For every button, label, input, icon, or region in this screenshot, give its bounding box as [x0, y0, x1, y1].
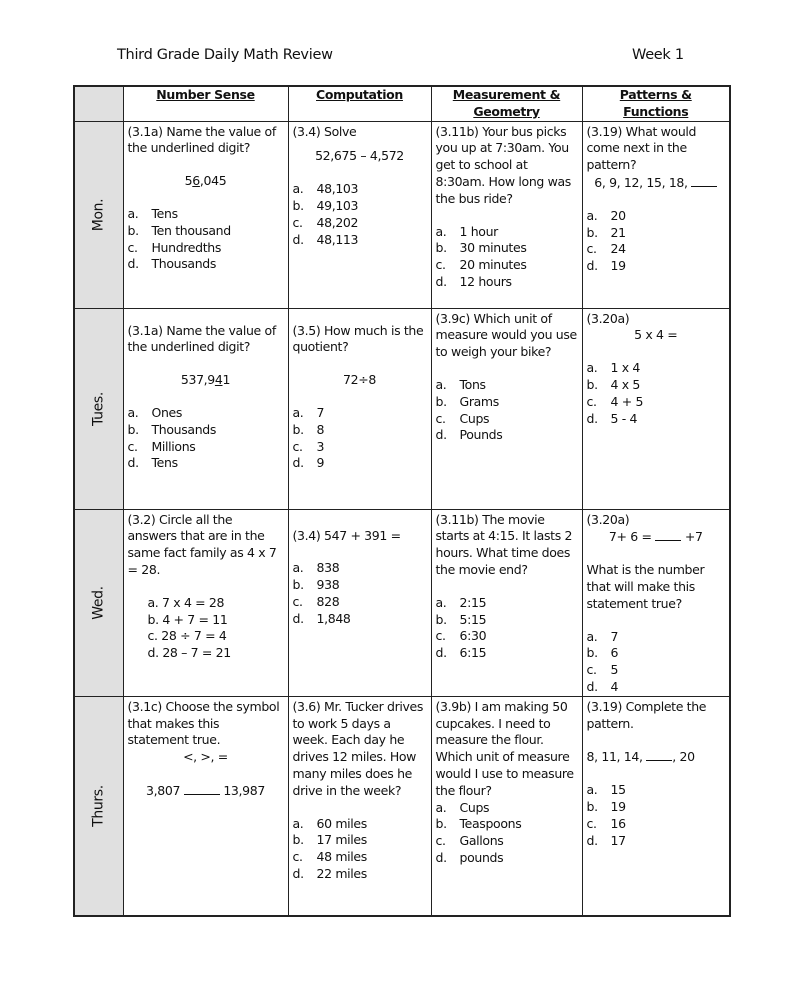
question-text: (3.11b) Your bus picks you up at 7:30am. You get to school at 8:30am. How long was the bus ride? — [435, 123, 571, 206]
option-letter: a. — [292, 815, 304, 831]
answer-option[interactable] — [436, 850, 578, 867]
answer-option[interactable] — [587, 816, 726, 833]
cell-number-sense — [123, 696, 288, 916]
option-text: 2:15 — [459, 594, 487, 610]
option-text: 6:30 — [459, 628, 487, 644]
answer-option[interactable] — [128, 455, 284, 472]
option-letter: a. — [586, 207, 598, 223]
answer-options — [587, 629, 726, 696]
option-letter: a. — [292, 181, 304, 197]
option-text: 4 x 5 — [610, 376, 641, 392]
option-text: 6:15 — [459, 645, 487, 661]
answer-option[interactable] — [436, 612, 578, 629]
row-monday — [74, 121, 730, 308]
option-letter: d. — [586, 832, 598, 848]
answer-option[interactable] — [128, 405, 284, 422]
option-letter: d. — [586, 410, 598, 426]
answer-option[interactable] — [587, 208, 726, 225]
cell-patterns — [582, 509, 730, 696]
symbol-choices: <, >, = — [183, 749, 228, 765]
comparison — [128, 782, 284, 800]
sequence-text: , 20 — [672, 749, 695, 765]
day-cell — [74, 696, 123, 916]
answer-options — [587, 208, 726, 275]
answer-option[interactable] — [587, 360, 726, 377]
option-letter: d. — [435, 645, 447, 661]
question-text: (3.20a) — [586, 310, 630, 326]
option-letter: a. — [292, 560, 304, 576]
answer-options — [293, 560, 427, 627]
option-letter: c. — [292, 438, 303, 454]
worksheet-title: Third Grade Daily Math Review — [117, 47, 333, 63]
option-letter: a. — [586, 360, 598, 376]
option-text: 7 — [316, 404, 325, 420]
question-text: (3.1a) Name the value of the underlined digit? — [127, 123, 276, 156]
answer-option[interactable] — [436, 394, 578, 411]
answer-option[interactable] — [587, 411, 726, 428]
cell-measurement — [431, 121, 582, 308]
day-cell — [74, 509, 123, 696]
option-letter: a. — [435, 594, 447, 610]
number-part: 1 — [222, 372, 231, 388]
option-letter: a. — [435, 376, 447, 392]
expression-part: +7 — [684, 529, 703, 545]
option-text: 48 miles — [316, 849, 367, 865]
answer-options — [293, 181, 427, 248]
answer-option[interactable] — [436, 224, 578, 241]
day-cell — [74, 121, 123, 308]
answer-blank[interactable] — [655, 528, 681, 541]
answer-option[interactable] — [436, 377, 578, 394]
option-letter: d. — [292, 865, 304, 881]
day-label: Thurs. — [90, 784, 107, 827]
option-text: Ten thousand — [151, 222, 231, 238]
option-letter: a. — [127, 404, 139, 420]
option-text: 8 — [316, 421, 325, 437]
option-text: 16 — [610, 815, 626, 831]
spacer — [128, 766, 284, 782]
option-letter: c. — [435, 833, 446, 849]
option-text: Grams — [459, 393, 499, 409]
answer-option[interactable] — [128, 256, 284, 273]
cell-measurement — [431, 308, 582, 509]
answer-option[interactable] — [587, 241, 726, 258]
option-letter: c. — [292, 849, 303, 865]
option-letter: d. — [292, 231, 304, 247]
answer-option[interactable] — [436, 833, 578, 850]
option-text: Thousands — [151, 421, 217, 437]
option-letter: b. — [292, 197, 304, 213]
answer-option[interactable] — [293, 181, 427, 198]
column-header-label: Measurement & Geometry — [452, 87, 561, 119]
week-label: Week 1 — [632, 47, 684, 63]
day-cell — [74, 308, 123, 509]
sequence-text: 6, 9, 12, 15, 18, — [594, 174, 688, 190]
answer-option[interactable] — [293, 232, 427, 249]
row-thursday — [74, 696, 730, 916]
expression: 72÷8 — [343, 372, 376, 388]
answer-option[interactable] — [587, 645, 726, 662]
option-letter: a. — [292, 404, 304, 420]
day-label: Mon. — [90, 198, 107, 231]
option-text: Millions — [151, 438, 196, 454]
answer-option[interactable] — [128, 240, 284, 257]
spacer — [587, 732, 726, 748]
option-text: 1 x 4 — [610, 360, 641, 376]
option-text: 4 + 5 — [610, 393, 644, 409]
answer-option[interactable] — [293, 594, 427, 611]
answer-option[interactable] — [587, 679, 726, 696]
option-letter: d. — [292, 455, 304, 471]
spacer — [587, 766, 726, 782]
answer-option[interactable] — [436, 411, 578, 428]
answer-option[interactable] — [436, 274, 578, 291]
option-text: 9 — [316, 455, 325, 471]
option-text: Pounds — [459, 427, 503, 443]
option-text: 60 miles — [316, 815, 367, 831]
option-text: 3 — [316, 438, 325, 454]
sequence-text: 8, 11, 14, — [586, 749, 643, 765]
answer-option[interactable] — [587, 833, 726, 850]
column-header-label: Computation — [316, 87, 403, 102]
question-text: (3.1a) Name the value of the underlined digit? — [127, 322, 276, 355]
cell-number-sense — [123, 509, 288, 696]
answer-option[interactable] — [293, 405, 427, 422]
option-letter: b. — [435, 240, 447, 256]
spacer — [587, 546, 726, 562]
spacer — [436, 579, 578, 595]
answer-option[interactable] — [293, 439, 427, 456]
answer-option[interactable] — [436, 628, 578, 645]
answer-options — [436, 595, 578, 662]
answer-options — [587, 360, 726, 427]
spacer — [587, 192, 726, 208]
option-text: 49,103 — [316, 197, 359, 213]
cell-patterns — [582, 696, 730, 916]
cell-computation — [288, 696, 431, 916]
option-letter: b. — [127, 421, 139, 437]
answer-blank[interactable] — [646, 748, 672, 761]
answer-options — [587, 782, 726, 849]
corner-cell — [74, 86, 123, 121]
day-label: Wed. — [90, 585, 107, 620]
option-letter: b. — [435, 611, 447, 627]
answer-option[interactable] — [293, 849, 427, 866]
option-text: 30 minutes — [459, 240, 527, 256]
answer-options — [436, 224, 578, 291]
option-text: 20 — [610, 207, 626, 223]
answer-option[interactable]: b. 4 + 7 = 11 — [147, 611, 228, 627]
expression: 5 x 4 = — [634, 327, 678, 343]
review-table — [73, 85, 731, 917]
option-letter: d. — [127, 256, 139, 272]
question-text: (3.1c) Choose the symbol that makes this statement true. — [127, 698, 280, 748]
option-text: 24 — [610, 241, 626, 257]
option-letter: c. — [127, 438, 138, 454]
answer-option[interactable] — [293, 455, 427, 472]
answer-option[interactable] — [587, 394, 726, 411]
option-text: 12 hours — [459, 273, 512, 289]
cell-patterns — [582, 121, 730, 308]
column-header-number-sense — [123, 86, 288, 121]
number-display — [128, 173, 284, 190]
option-letter: a. — [435, 223, 447, 239]
cell-measurement — [431, 509, 582, 696]
spacer — [436, 208, 578, 224]
answer-option[interactable] — [436, 240, 578, 257]
option-text: 22 miles — [316, 865, 367, 881]
option-text: 1,848 — [316, 610, 351, 626]
option-letter: b. — [435, 393, 447, 409]
answer-options — [436, 377, 578, 444]
answer-option[interactable] — [128, 422, 284, 439]
comparison-left: 3,807 — [146, 782, 181, 798]
option-letter: a. — [586, 782, 598, 798]
cell-measurement — [431, 696, 582, 916]
day-label: Tues. — [90, 391, 107, 426]
option-letter: c. — [586, 662, 597, 678]
question-text: (3.9b) I am making 50 cupcakes. I need to measure the flour. Which unit of measure would I use to measure the flour? — [435, 698, 574, 798]
option-text: 838 — [316, 560, 340, 576]
column-header-computation — [288, 86, 431, 121]
answer-option[interactable] — [587, 799, 726, 816]
answer-option[interactable] — [587, 629, 726, 646]
option-text: 48,113 — [316, 231, 359, 247]
option-text: 5 - 4 — [610, 410, 638, 426]
answer-option[interactable] — [293, 832, 427, 849]
answer-option[interactable] — [293, 611, 427, 628]
spacer — [587, 344, 726, 360]
option-letter: b. — [435, 816, 447, 832]
comparison-right: 13,987 — [223, 782, 265, 798]
option-text: 19 — [610, 258, 626, 274]
answer-option[interactable] — [587, 782, 726, 799]
option-text: 5:15 — [459, 611, 487, 627]
option-text: 4 — [610, 678, 619, 694]
cell-computation — [288, 121, 431, 308]
question-text: (3.4) Solve — [292, 123, 357, 139]
option-letter: b. — [292, 832, 304, 848]
expression: 52,675 – 4,572 — [315, 148, 404, 164]
option-letter: d. — [292, 610, 304, 626]
header-row — [74, 86, 730, 121]
answer-option[interactable] — [436, 645, 578, 662]
option-text: Teaspoons — [459, 816, 522, 832]
number-part: 537,9 — [180, 372, 215, 388]
option-letter: c. — [292, 214, 303, 230]
expression — [587, 528, 726, 546]
answer-option[interactable] — [293, 560, 427, 577]
option-text: 7 — [610, 628, 619, 644]
row-wednesday — [74, 509, 730, 696]
option-letter: d. — [127, 455, 139, 471]
cell-number-sense — [123, 121, 288, 308]
number-display — [128, 372, 284, 389]
answer-option[interactable] — [293, 198, 427, 215]
cell-patterns — [582, 308, 730, 509]
answer-option[interactable] — [293, 215, 427, 232]
answer-blank[interactable] — [184, 782, 220, 795]
option-text: 6 — [610, 645, 619, 661]
column-header-patterns — [582, 86, 730, 121]
option-letter: c. — [435, 257, 446, 273]
question-text: (3.4) 547 + 391 = — [292, 527, 401, 543]
option-text: Cups — [459, 410, 490, 426]
cell-number-sense — [123, 308, 288, 509]
option-letter: d. — [586, 678, 598, 694]
option-text: Tons — [459, 376, 486, 392]
answer-options — [293, 405, 427, 472]
option-letter: b. — [586, 798, 598, 814]
option-text: 15 — [610, 782, 626, 798]
option-letter: a. — [435, 799, 447, 815]
option-letter: d. — [586, 258, 598, 274]
option-text: Hundredths — [151, 239, 222, 255]
option-text: 938 — [316, 577, 340, 593]
option-text: 20 minutes — [459, 257, 527, 273]
option-text: 5 — [610, 662, 619, 678]
option-text: 19 — [610, 798, 626, 814]
option-text: 21 — [610, 224, 626, 240]
option-letter: c. — [586, 241, 597, 257]
answer-options — [436, 800, 578, 867]
answer-option[interactable] — [587, 258, 726, 275]
answer-options — [293, 816, 427, 883]
option-letter: d. — [435, 273, 447, 289]
option-text: 1 hour — [459, 223, 498, 239]
option-text: 17 miles — [316, 832, 367, 848]
option-letter: c. — [586, 393, 597, 409]
answer-option[interactable] — [293, 866, 427, 883]
option-letter: c. — [586, 815, 597, 831]
sequence — [587, 174, 726, 192]
question-text: (3.20a) — [586, 511, 630, 527]
question-text: (3.6) Mr. Tucker drives to work 5 days a week. Each day he drives 12 miles. How many miles does he drive in the week? — [292, 698, 424, 798]
option-letter: a. — [586, 628, 598, 644]
answer-option[interactable] — [128, 223, 284, 240]
spacer — [293, 389, 427, 405]
option-letter: b. — [292, 577, 304, 593]
spacer — [128, 579, 284, 595]
option-text: Cups — [459, 799, 490, 815]
number-part: 5 — [184, 173, 193, 189]
option-text: 48,103 — [316, 181, 359, 197]
answer-option[interactable] — [293, 577, 427, 594]
option-letter: c. — [435, 410, 446, 426]
option-text: Tens — [151, 455, 178, 471]
answer-option[interactable] — [128, 206, 284, 223]
option-letter: b. — [586, 376, 598, 392]
column-header-label: Patterns & Functions — [619, 87, 692, 119]
answer-option[interactable]: d. 28 – 7 = 21 — [147, 645, 231, 661]
option-text: 17 — [610, 832, 626, 848]
cell-computation — [288, 308, 431, 509]
prompt-text: What is the number that will make this statement true? — [586, 562, 705, 611]
answer-option[interactable] — [587, 225, 726, 242]
option-text: pounds — [459, 849, 504, 865]
spacer — [587, 613, 726, 629]
option-letter: b. — [586, 224, 598, 240]
sequence — [587, 748, 726, 766]
number-part: ,045 — [199, 173, 227, 189]
option-letter: b. — [292, 421, 304, 437]
option-letter: c. — [292, 593, 303, 609]
option-letter: c. — [435, 628, 446, 644]
option-text: 48,202 — [316, 214, 359, 230]
question-text: (3.5) How much is the quotient? — [292, 322, 424, 355]
spacer — [436, 361, 578, 377]
option-letter: d. — [435, 427, 447, 443]
answer-option[interactable] — [436, 595, 578, 612]
cell-computation — [288, 509, 431, 696]
spacer — [293, 165, 427, 181]
question-text: (3.2) Circle all the answers that are in the same fact family as 4 x 7 = 28. — [127, 511, 277, 577]
underlined-digit: 4 — [214, 372, 223, 388]
answer-option[interactable] — [436, 816, 578, 833]
question-text: (3.19) Complete the pattern. — [586, 698, 707, 731]
expression-part: 7+ 6 = — [608, 529, 652, 545]
answer-options — [128, 206, 284, 273]
spacer — [293, 800, 427, 816]
question-text: (3.9c) Which unit of measure would you use to weigh your bike? — [435, 310, 577, 360]
answer-option[interactable] — [436, 427, 578, 444]
option-text: Gallons — [459, 833, 504, 849]
answer-option[interactable] — [587, 377, 726, 394]
option-text: Tens — [151, 205, 178, 221]
question-text: (3.19) What would come next in the pattern? — [586, 123, 697, 173]
answer-option[interactable] — [436, 257, 578, 274]
option-letter: d. — [435, 849, 447, 865]
answer-option[interactable] — [587, 662, 726, 679]
option-letter: b. — [127, 222, 139, 238]
option-text: 828 — [316, 593, 340, 609]
answer-blank[interactable] — [691, 174, 717, 187]
option-letter: b. — [586, 645, 598, 661]
answer-options — [128, 405, 284, 472]
question-text: (3.11b) The movie starts at 4:15. It lasts 2 hours. What time does the movie end? — [435, 511, 573, 577]
answer-option[interactable] — [293, 422, 427, 439]
answer-options — [128, 595, 284, 662]
answer-option[interactable]: a. 7 x 4 = 28 — [147, 594, 225, 610]
option-letter: c. — [127, 239, 138, 255]
answer-option[interactable] — [128, 439, 284, 456]
answer-option[interactable] — [293, 816, 427, 833]
option-text: Thousands — [151, 256, 217, 272]
spacer — [293, 544, 427, 560]
row-tuesday — [74, 308, 730, 509]
option-text: Ones — [151, 404, 183, 420]
column-header-measurement — [431, 86, 582, 121]
underlined-digit: 6 — [192, 173, 200, 189]
answer-option[interactable]: c. 28 ÷ 7 = 4 — [147, 628, 227, 644]
option-letter: a. — [127, 205, 139, 221]
answer-option[interactable] — [436, 800, 578, 817]
column-header-label: Number Sense — [156, 87, 255, 102]
